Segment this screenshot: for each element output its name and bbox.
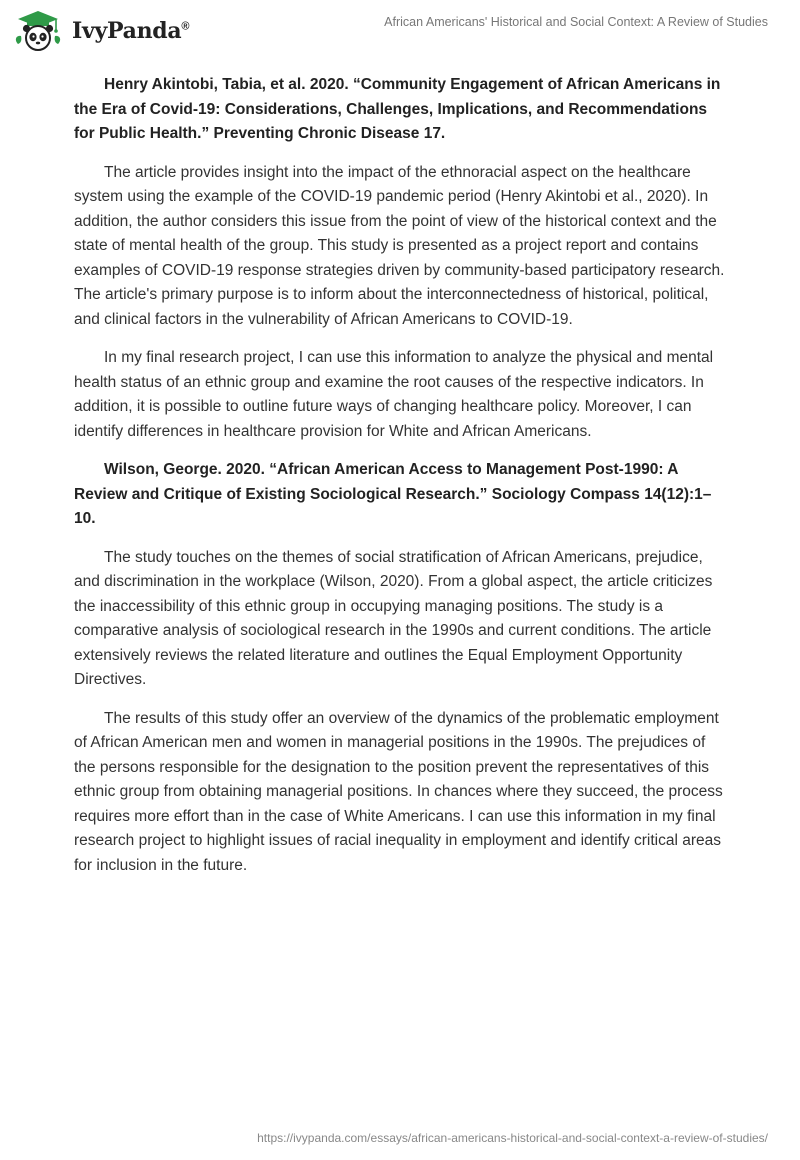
body-paragraph: The article provides insight into the impact of the ethnoracial aspect on the healthcare system using the example of the COVID-19 pandemic period (Henry Akintobi et al., 2020). In addition, the author considers this issue from the point of view of the historical context and the state of mental health of the group. This study is presented as a project report and contains examples of COVID-19 response strategies driven by community-based participatory research. The article's primary purpose is to inform about the interconnectedness of historical, political, and clinical factors in the vulnerability of African Americans to COVID-19. [74,163,725,328]
source-url[interactable]: https://ivypanda.com/essays/african-americans-historical-and-social-context-a-review-of-studies/ [257,1131,768,1145]
body-paragraph: The results of this study offer an overview of the dynamics of the problematic employment of African American men and women in managerial positions in the 1990s. The prejudices of the persons responsible for the designation to the position prevent the representatives of this ethnic group from obtaining managerial positions. In chances where they succeed, the process requires more effort than in the case of White Americans. I can use this information in my final research project to highlight issues of racial inequality in employment and identify critical areas for inclusion in the future. [74,709,723,874]
reference-citation: Henry Akintobi, Tabia, et al. 2020. “Community Engagement of African Americans in the Era of Covid-19: Considerations, Challenges, Implications, and Recommendations for Public Health.” Preventing Chronic Disease 17. [74,76,721,142]
reference-citation: Wilson, George. 2020. “African American Access to Management Post-1990: A Review and Critique of Existing Sociological Research.” Sociology Compass 14(12):1–10. [74,461,712,527]
page-header [0,0,800,60]
body-paragraph: In my final research project, I can use this information to analyze the physical and mental health status of an ethnic group and examine the root causes of the respective indicators. In addition, it is possible to outline future ways of changing healthcare policy. Moreover, I can identify differences in healthcare provision for White and African Americans. [74,349,714,440]
panda-graduate-icon [14,10,66,52]
body-paragraph: The study touches on the themes of social stratification of African Americans, prejudice, and discrimination in the workplace (Wilson, 2020). From a global aspect, the article criticizes the inaccessibility of this ethnic group in occupying managing positions. The study is a comparative analysis of sociological research in the 1990s and current conditions. The article extensively reviews the related literature and outlines the Equal Employment Opportunity Directives. [74,548,713,688]
document-title: African Americans' Historical and Social Context: A Review of Studies [384,15,768,29]
registered-mark: ® [181,20,190,33]
brand-name: IvyPanda® [72,18,190,44]
ivypanda-logo[interactable] [14,10,189,52]
essay-body [74,73,729,892]
